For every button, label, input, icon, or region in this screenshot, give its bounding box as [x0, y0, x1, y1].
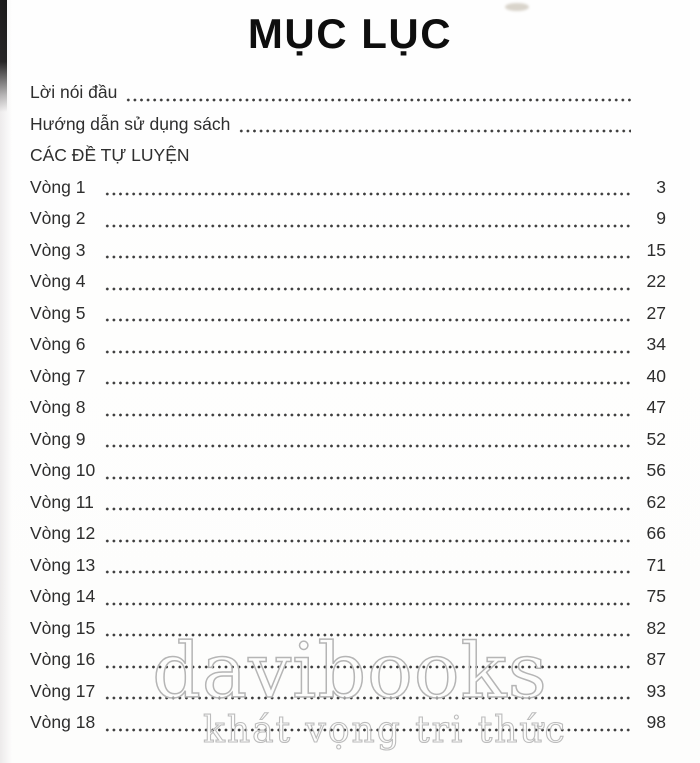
- toc-row: [30, 139, 666, 171]
- dot-leader: [104, 539, 631, 543]
- toc-row: [30, 171, 666, 203]
- toc-entry-label: Vòng 11: [30, 491, 94, 512]
- toc-entry-label: Vòng 4: [30, 271, 86, 291]
- toc-entry-page: 15: [646, 239, 666, 260]
- page-title: MỤC LỤC: [247, 10, 453, 57]
- dot-leader: [104, 255, 631, 259]
- watermark-slogan: khát vọng tri thức: [203, 710, 567, 751]
- toc-entry-page: 52: [646, 428, 666, 449]
- toc-row: [30, 423, 666, 455]
- toc-entry-label: Vòng 16: [30, 649, 96, 669]
- toc-entry-page: 34: [646, 334, 666, 354]
- toc-entry-label: Vòng 10: [30, 460, 96, 480]
- toc-row: [30, 360, 666, 392]
- toc-row: [30, 76, 666, 108]
- toc-entry-page: 66: [646, 523, 666, 543]
- toc-row: [30, 612, 666, 644]
- toc-row: [30, 706, 666, 738]
- toc-row: [30, 234, 666, 266]
- toc-entry-label: Vòng 2: [30, 208, 86, 228]
- toc-row: [30, 643, 666, 675]
- toc-entry-label: CÁC ĐỀ TỰ LUYỆN: [30, 145, 190, 165]
- toc-row: [30, 549, 666, 581]
- toc-entry-label: Lời nói đầu: [30, 82, 118, 102]
- toc-entry-page: 93: [646, 680, 666, 701]
- toc-entry-page: 40: [646, 365, 666, 386]
- toc-entry-page: 27: [646, 302, 666, 323]
- toc-entry-page: 22: [646, 271, 666, 291]
- toc-entry-label: Vòng 5: [30, 302, 86, 323]
- toc-row: [30, 391, 666, 423]
- toc-entry-page: 47: [646, 397, 666, 417]
- toc-list: [30, 76, 666, 738]
- toc-entry-label: Vòng 3: [30, 239, 86, 260]
- toc-entry-label: Vòng 15: [30, 617, 96, 638]
- dot-leader: [104, 507, 631, 511]
- toc-entry-label: Vòng 1: [30, 176, 86, 197]
- dot-leader: [104, 444, 631, 448]
- dot-leader: [104, 633, 631, 637]
- dot-leader: [104, 476, 631, 480]
- toc-entry-page: 56: [646, 460, 666, 480]
- toc-entry-label: Vòng 13: [30, 554, 96, 575]
- dot-leader: [104, 224, 631, 228]
- toc-row: [30, 486, 666, 518]
- toc-entry-page: 9: [656, 208, 666, 228]
- toc-entry-page: 82: [646, 617, 666, 638]
- toc-entry-label: Vòng 12: [30, 523, 96, 543]
- toc-entry-label: Vòng 9: [30, 428, 86, 449]
- toc-entry-label: Vòng 18: [30, 712, 96, 732]
- toc-row: [30, 454, 666, 486]
- dot-leader: [238, 129, 631, 133]
- toc-row: [30, 202, 666, 234]
- dot-leader: [104, 287, 631, 291]
- dot-leader: [104, 413, 631, 417]
- toc-entry-label: Vòng 17: [30, 680, 96, 701]
- toc-row: [30, 108, 666, 140]
- toc-entry-page: 71: [646, 554, 666, 575]
- dot-leader: [104, 602, 631, 606]
- toc-entry-label: Hướng dẫn sử dụng sách: [30, 113, 231, 134]
- dot-leader: [104, 318, 631, 322]
- toc-entry-label: Vòng 14: [30, 586, 96, 606]
- toc-row: [30, 675, 666, 707]
- toc-row: [30, 517, 666, 549]
- toc-entry-label: Vòng 7: [30, 365, 86, 386]
- toc-entry-page: 87: [646, 649, 666, 669]
- dot-leader: [104, 350, 631, 354]
- toc-row: [30, 328, 666, 360]
- toc-entry-label: Vòng 8: [30, 397, 86, 417]
- toc-entry-page: 75: [646, 586, 666, 606]
- toc-entry-page: 62: [646, 491, 666, 512]
- dot-leader: [104, 570, 631, 574]
- watermark-brand: davibooks: [152, 626, 548, 715]
- dot-leader: [104, 192, 631, 196]
- toc-entry-page: 3: [656, 176, 666, 197]
- toc-row: [30, 297, 666, 329]
- dot-leader: [104, 728, 631, 732]
- toc-row: [30, 580, 666, 612]
- dot-leader: [104, 696, 631, 700]
- dot-leader: [104, 665, 631, 669]
- scan-edge-shadow: [0, 0, 12, 763]
- toc-entry-page: 98: [646, 712, 666, 732]
- toc-entry-label: Vòng 6: [30, 334, 86, 354]
- toc-row: [30, 265, 666, 297]
- dot-leader: [125, 98, 631, 102]
- dot-leader: [104, 381, 631, 385]
